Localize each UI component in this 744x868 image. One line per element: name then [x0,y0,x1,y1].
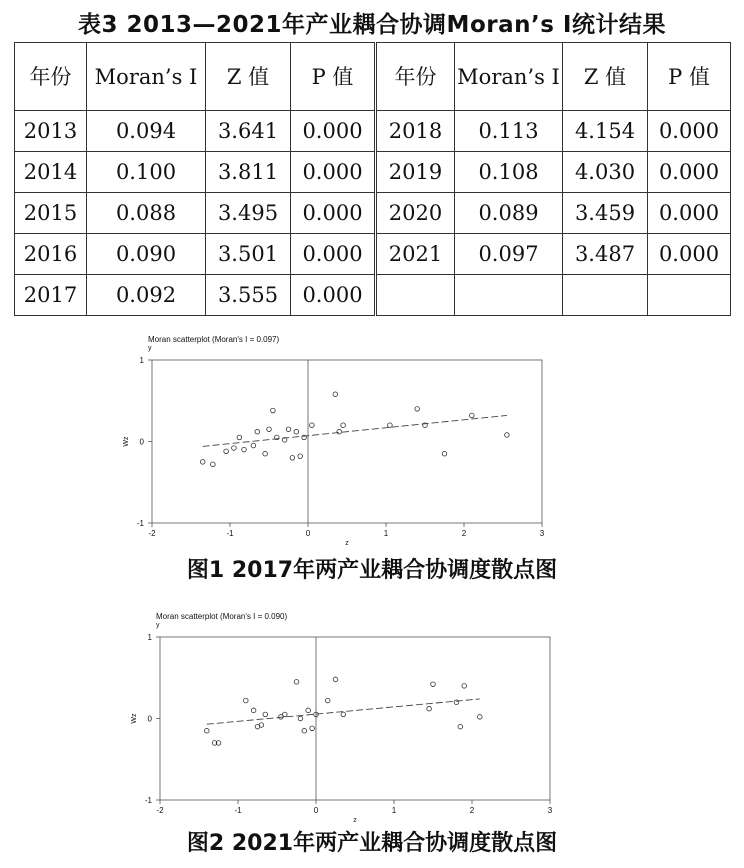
data-point [310,423,315,428]
data-point [259,723,264,728]
scatter-chart-2017 [110,330,570,555]
header-p-value: P 值 [291,43,376,111]
table-cell: 3.811 [206,152,291,193]
table-header-row [15,43,731,111]
table-row [15,152,731,193]
data-point [205,728,210,733]
x-tick-label: 1 [383,529,389,538]
table-cell: 0.000 [291,234,376,275]
x-tick-label: 2 [469,806,475,815]
data-point [415,407,420,412]
table-row [15,275,731,316]
regression-line [207,699,480,724]
data-point [263,451,268,456]
table-cell: 0.000 [648,111,731,152]
moran-statistics-table [14,42,731,316]
figure-1-caption: 图1 2017年两产业耦合协调度散点图 [186,558,558,583]
table-cell: 3.501 [206,234,291,275]
table-cell: 0.108 [455,152,563,193]
x-tick-label: 3 [547,806,553,815]
figure-2-moran-scatterplot [118,610,578,825]
table-cell: 2014 [15,152,87,193]
header-moran-i: Moran’s I [455,43,563,111]
data-point [302,728,307,733]
data-point [244,698,249,703]
table-cell: 0.000 [291,111,376,152]
table-cell: 2015 [15,193,87,234]
data-point [294,680,299,685]
table-cell: 0.000 [648,234,731,275]
table-cell [455,275,563,316]
data-point [267,427,272,432]
y-tick-label: 1 [147,633,152,642]
data-point [341,423,346,428]
table-cell: 0.100 [87,152,206,193]
x-axis-label: z [345,540,349,547]
data-point [251,443,256,448]
data-point [442,451,447,456]
y-axis-label: Wz [131,713,138,724]
table-cell: 2019 [376,152,455,193]
y-axis-letter: y [156,622,160,629]
data-point [237,435,242,440]
x-tick-label: -1 [234,806,242,815]
x-tick-label: -2 [148,529,156,538]
x-tick-label: 1 [391,806,397,815]
data-point [286,427,291,432]
data-point [427,706,432,711]
table-cell: 3.487 [563,234,648,275]
table-cell: 0.000 [291,275,376,316]
y-axis-label: Wz [123,436,130,447]
table-cell: 0.089 [455,193,563,234]
figure-2-caption: 图2 2021年两产业耦合协调度散点图 [186,831,558,856]
table-row [15,111,731,152]
table-cell: 0.088 [87,193,206,234]
data-point [333,677,338,682]
regression-line [203,415,507,446]
table-cell: 3.555 [206,275,291,316]
x-tick-label: 3 [539,529,545,538]
data-point [255,429,260,434]
data-point [290,456,295,461]
table-cell: 0.090 [87,234,206,275]
table-cell [563,275,648,316]
data-point [341,712,346,717]
table-cell: 2017 [15,275,87,316]
data-point [337,429,342,434]
data-point [200,460,205,465]
chart-title: Moran scatterplot (Moran's I = 0.097) [148,335,280,344]
data-point [388,423,393,428]
header-year: 年份 [376,43,455,111]
data-point [310,726,315,731]
header-year: 年份 [15,43,87,111]
data-point [283,712,288,717]
data-point [505,433,510,438]
data-point [333,392,338,397]
data-point [478,715,483,720]
data-point [271,408,276,413]
y-tick-label: -1 [144,796,152,805]
data-point [211,462,216,467]
data-point [251,708,256,713]
data-point [294,429,299,434]
data-point [263,712,268,717]
table-cell: 2013 [15,111,87,152]
table-cell: 3.641 [206,111,291,152]
data-point [431,682,436,687]
header-p-value: P 值 [648,43,731,111]
table-cell: 0.097 [455,234,563,275]
x-tick-label: 2 [461,529,467,538]
table-cell: 2020 [376,193,455,234]
scatter-chart-2021 [118,610,578,825]
table-cell: 0.000 [291,152,376,193]
y-tick-label: 0 [147,714,152,724]
table-cell: 0.092 [87,275,206,316]
table-cell: 0.000 [648,193,731,234]
plot-frame [152,360,542,523]
plot-frame [160,637,550,800]
chart-title: Moran scatterplot (Moran's I = 0.090) [156,612,288,621]
table-cell: 2018 [376,111,455,152]
table-row [15,193,731,234]
table-cell: 0.000 [648,152,731,193]
table-cell: 4.030 [563,152,648,193]
x-axis-label: z [353,817,357,824]
x-tick-label: 0 [313,806,319,815]
y-tick-label: 0 [139,437,144,447]
table-cell: 2016 [15,234,87,275]
table-cell: 3.459 [563,193,648,234]
table-cell: 3.495 [206,193,291,234]
table-cell [648,275,731,316]
table-cell: 0.000 [291,193,376,234]
table-cell: 4.154 [563,111,648,152]
data-point [458,724,463,729]
data-point [325,698,330,703]
data-point [224,449,229,454]
x-tick-label: 0 [305,529,311,538]
table-cell [376,275,455,316]
header-z-value: Z 值 [206,43,291,111]
y-tick-label: 1 [139,356,144,365]
data-point [232,446,237,451]
table-cell: 2021 [376,234,455,275]
data-point [462,684,467,689]
figure-1-moran-scatterplot [110,330,570,555]
data-point [470,413,475,418]
header-moran-i: Moran’s I [87,43,206,111]
table-title: 表3 2013—2021年产业耦合协调Moran’s I统计结果 [78,12,666,38]
data-point [298,454,303,459]
table-cell: 0.113 [455,111,563,152]
data-point [454,700,459,705]
data-point [306,708,311,713]
x-tick-label: -1 [226,529,234,538]
table-cell: 0.094 [87,111,206,152]
x-tick-label: -2 [156,806,164,815]
table-row [15,234,731,275]
header-z-value: Z 值 [563,43,648,111]
data-point [298,716,303,721]
y-tick-label: -1 [136,519,144,528]
y-axis-letter: y [148,345,152,352]
data-point [242,447,247,452]
